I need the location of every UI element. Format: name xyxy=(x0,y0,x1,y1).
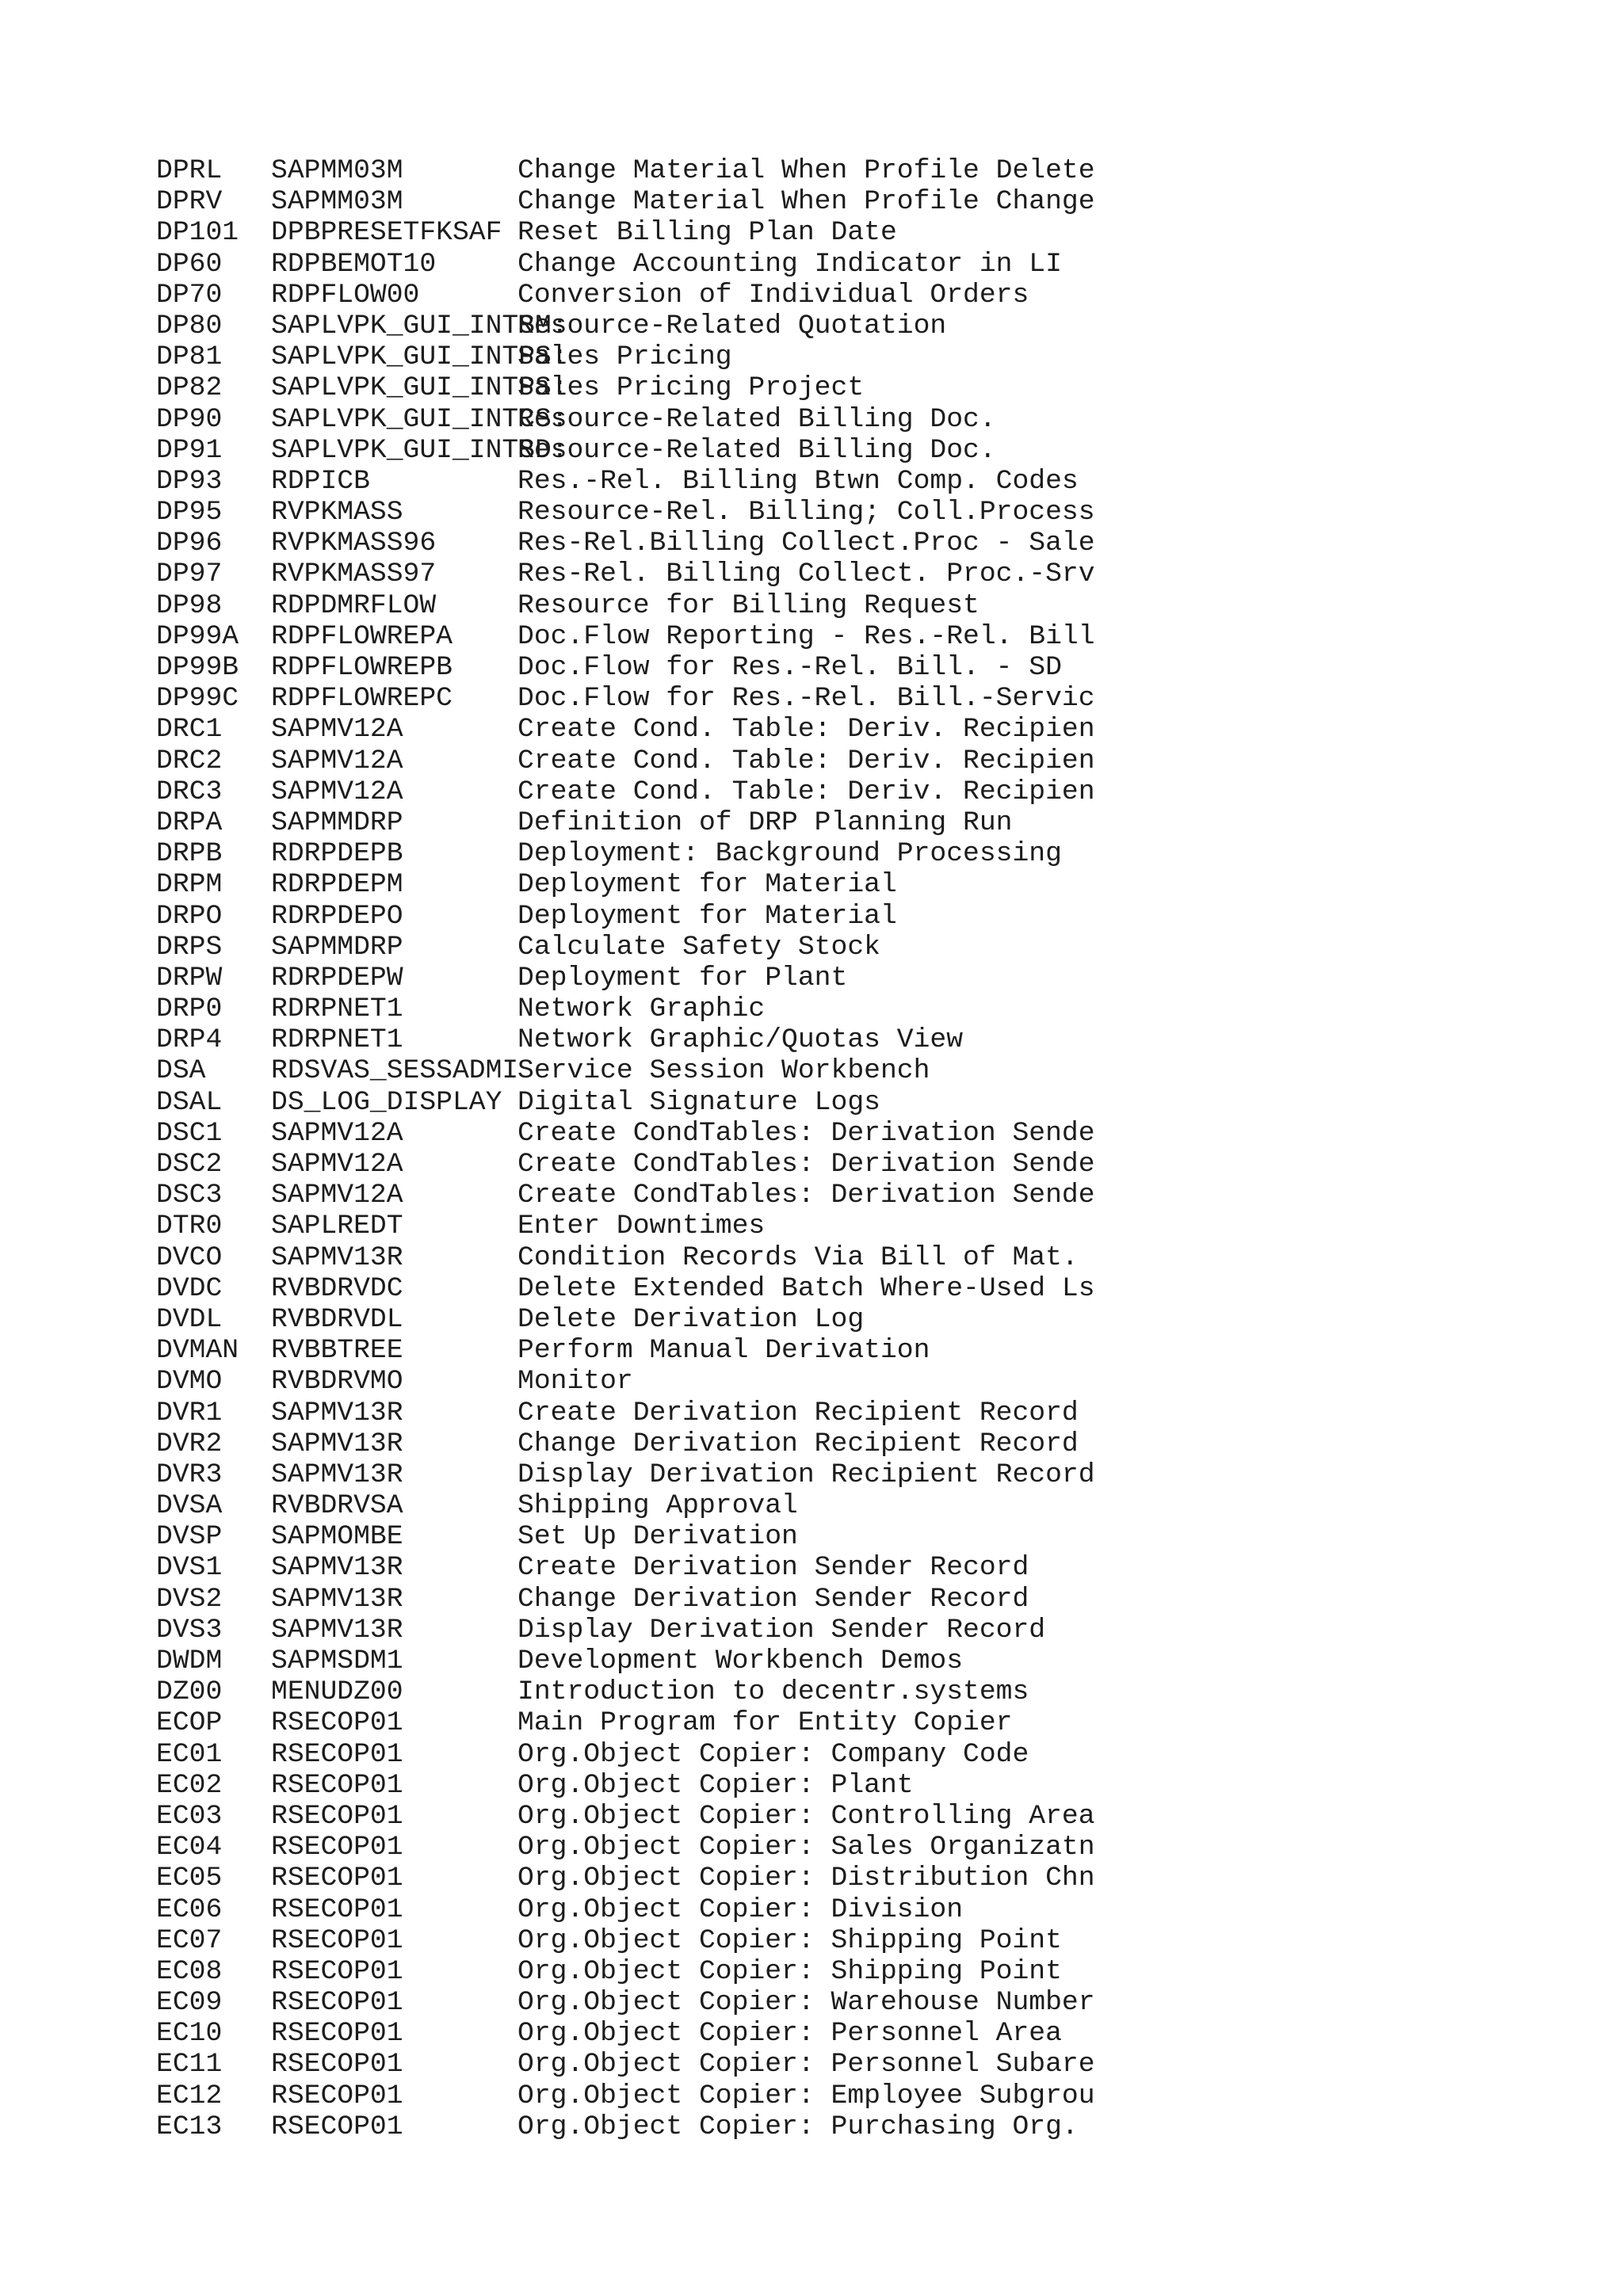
transaction-code: DP80 xyxy=(156,310,223,341)
description: Definition of DRP Planning Run xyxy=(517,807,1013,838)
listing-row xyxy=(156,1366,1583,1397)
program-name: RDSVAS_SESSADMI xyxy=(271,1055,519,1087)
program-name: RSECOP01 xyxy=(271,1955,403,1987)
transaction-code: DSAL xyxy=(156,1086,223,1118)
listing-row xyxy=(156,994,1583,1024)
program-name: RSECOP01 xyxy=(271,1707,403,1739)
description: Org.Object Copier: Company Code xyxy=(517,1738,1029,1770)
transaction-code: DVSA xyxy=(156,1490,223,1522)
transaction-code: DP101 xyxy=(156,217,239,249)
description: Resource-Related Billing Doc. xyxy=(517,434,996,466)
transaction-code: EC10 xyxy=(156,2018,223,2050)
description: Deployment for Material xyxy=(517,869,897,901)
transaction-code: DP98 xyxy=(156,589,223,621)
description: Delete Extended Batch Where-Used Ls xyxy=(517,1272,1095,1304)
description: Org.Object Copier: Division xyxy=(517,1894,964,1925)
listing-row xyxy=(156,404,1583,435)
transaction-code: DVCO xyxy=(156,1241,223,1273)
transaction-code: DVSP xyxy=(156,1521,223,1553)
program-name: SAPLREDT xyxy=(271,1211,403,1242)
description: Org.Object Copier: Plant xyxy=(517,1769,914,1801)
listing-row xyxy=(156,497,1583,528)
program-name: RDPFLOWREPA xyxy=(271,620,453,652)
transaction-code: DP99C xyxy=(156,683,239,715)
listing-row xyxy=(156,1242,1583,1273)
description: Org.Object Copier: Controlling Area xyxy=(517,1800,1095,1832)
program-name: RSECOP01 xyxy=(271,1800,403,1832)
description: Org.Object Copier: Personnel Subare xyxy=(517,2049,1095,2081)
program-name: SAPMMDRP xyxy=(271,807,403,838)
program-name: RVBDRVMO xyxy=(271,1366,403,1398)
listing-row xyxy=(156,2018,1583,2049)
description: Create Cond. Table: Deriv. Recipien xyxy=(517,714,1095,746)
program-name: SAPMV12A xyxy=(271,1117,403,1149)
transaction-code: DP99A xyxy=(156,620,239,652)
program-name: RVBDRVSA xyxy=(271,1490,403,1522)
program-name: RDRPDEPW xyxy=(271,962,403,994)
description: Res.-Rel. Billing Btwn Comp. Codes xyxy=(517,465,1079,497)
program-name: RDPICB xyxy=(271,465,370,497)
description: Shipping Approval xyxy=(517,1490,798,1522)
program-name: SAPMV12A xyxy=(271,776,403,807)
description: Deployment for Material xyxy=(517,900,897,932)
description: Digital Signature Logs xyxy=(517,1086,880,1118)
listing-row xyxy=(156,838,1583,869)
description: Display Derivation Sender Record xyxy=(517,1614,1046,1646)
transaction-code: DRPS xyxy=(156,931,223,963)
description: Display Derivation Recipient Record xyxy=(517,1459,1095,1490)
transaction-code: DSA xyxy=(156,1055,206,1087)
description: Calculate Safety Stock xyxy=(517,931,880,963)
transaction-code: DRPA xyxy=(156,807,223,838)
transaction-code: DVMAN xyxy=(156,1335,239,1367)
program-name: SAPMV13R xyxy=(271,1397,403,1428)
program-name: SAPMV13R xyxy=(271,1428,403,1459)
listing-row xyxy=(156,1149,1583,1180)
transaction-code: DPRV xyxy=(156,186,223,218)
description: Perform Manual Derivation xyxy=(517,1335,930,1367)
listing-row xyxy=(156,1894,1583,1925)
listing-row xyxy=(156,1676,1583,1707)
program-name: DPBPRESETFKSAF xyxy=(271,217,502,249)
description: Create CondTables: Derivation Sende xyxy=(517,1117,1095,1149)
program-name: RDPFLOWREPB xyxy=(271,652,453,683)
transaction-code: EC06 xyxy=(156,1894,223,1925)
listing-row xyxy=(156,1118,1583,1149)
transaction-code: DP99B xyxy=(156,652,239,683)
transaction-code: DP82 xyxy=(156,372,223,404)
transaction-code: DP70 xyxy=(156,279,223,311)
program-name: RDPFLOWREPC xyxy=(271,683,453,715)
listing-row xyxy=(156,1584,1583,1615)
transaction-code: DP93 xyxy=(156,465,223,497)
listing-row xyxy=(156,1398,1583,1428)
transaction-code: DSC2 xyxy=(156,1149,223,1180)
transaction-code: EC07 xyxy=(156,1924,223,1956)
description: Set Up Derivation xyxy=(517,1521,798,1553)
program-name: RSECOP01 xyxy=(271,1894,403,1925)
program-name: RDRPNET1 xyxy=(271,994,403,1025)
listing-row xyxy=(156,1707,1583,1738)
program-name: RSECOP01 xyxy=(271,1832,403,1863)
description: Org.Object Copier: Distribution Chn xyxy=(517,1863,1095,1894)
transaction-code: DVDC xyxy=(156,1272,223,1304)
description: Resource for Billing Request xyxy=(517,589,980,621)
description: Change Derivation Recipient Record xyxy=(517,1428,1079,1459)
transaction-code: DVR1 xyxy=(156,1397,223,1428)
listing-row xyxy=(156,1521,1583,1552)
program-name: SAPMV13R xyxy=(271,1614,403,1646)
program-name: SAPMV12A xyxy=(271,714,403,746)
listing-row xyxy=(156,1646,1583,1676)
description: Resource-Related Quotation xyxy=(517,310,947,341)
listing-row xyxy=(156,746,1583,776)
transaction-code: DPRL xyxy=(156,155,223,186)
listing-row xyxy=(156,1055,1583,1086)
description: Delete Derivation Log xyxy=(517,1303,865,1335)
description: Conversion of Individual Orders xyxy=(517,279,1029,311)
program-name: SAPMV13R xyxy=(271,1552,403,1584)
program-name: SAPMMDRP xyxy=(271,931,403,963)
description: Doc.Flow for Res.-Rel. Bill.-Servic xyxy=(517,683,1095,715)
transaction-code: DWDM xyxy=(156,1646,223,1676)
listing-row xyxy=(156,1459,1583,1490)
transaction-code: DZ00 xyxy=(156,1676,223,1708)
listing-row xyxy=(156,466,1583,497)
program-name: RSECOP01 xyxy=(271,2111,403,2142)
transaction-code: DVS1 xyxy=(156,1552,223,1584)
program-name: RVBDRVDL xyxy=(271,1303,403,1335)
transaction-code: DRP4 xyxy=(156,1024,223,1056)
listing-row xyxy=(156,249,1583,280)
transaction-code: DP95 xyxy=(156,497,223,528)
description: Deployment: Background Processing xyxy=(517,838,1062,870)
transaction-code: DVR2 xyxy=(156,1428,223,1459)
transaction-code: DRP0 xyxy=(156,994,223,1025)
listing-row xyxy=(156,1180,1583,1211)
description: Deployment for Plant xyxy=(517,962,848,994)
description: Network Graphic/Quotas View xyxy=(517,1024,964,1056)
listing-row xyxy=(156,590,1583,621)
description: Reset Billing Plan Date xyxy=(517,217,897,249)
listing-row xyxy=(156,1304,1583,1335)
transaction-code: DRPO xyxy=(156,900,223,932)
program-name: SAPMV13R xyxy=(271,1459,403,1490)
description: Resource-Related Billing Doc. xyxy=(517,403,996,435)
program-name: RDRPDEPB xyxy=(271,838,403,870)
transaction-code: DRPB xyxy=(156,838,223,870)
transaction-code: DP96 xyxy=(156,528,223,559)
listing-row xyxy=(156,1615,1583,1646)
listing-row xyxy=(156,869,1583,900)
listing-row xyxy=(156,683,1583,714)
program-name: RSECOP01 xyxy=(271,2049,403,2081)
program-name: DS_LOG_DISPLAY xyxy=(271,1086,502,1118)
program-name: SAPMV12A xyxy=(271,1149,403,1180)
program-name: RDRPDEPO xyxy=(271,900,403,932)
program-name: RVPKMASS96 xyxy=(271,528,437,559)
transaction-code: DP91 xyxy=(156,434,223,466)
program-name: RVBDRVDC xyxy=(271,1272,403,1304)
transaction-code: DVS3 xyxy=(156,1614,223,1646)
program-name: RDPFLOW00 xyxy=(271,279,420,311)
description: Change Accounting Indicator in LI xyxy=(517,248,1062,280)
listing-row xyxy=(156,714,1583,745)
transaction-code: DP60 xyxy=(156,248,223,280)
program-name: MENUDZ00 xyxy=(271,1676,403,1708)
listing-row xyxy=(156,1024,1583,1055)
description: Org.Object Copier: Sales Organizatn xyxy=(517,1832,1095,1863)
listing-row xyxy=(156,901,1583,932)
listing-row xyxy=(156,807,1583,838)
listing-row xyxy=(156,1335,1583,1366)
listing-row xyxy=(156,559,1583,589)
description: Org.Object Copier: Shipping Point xyxy=(517,1955,1062,1987)
transaction-code: DVDL xyxy=(156,1303,223,1335)
description: Res-Rel.Billing Collect.Proc - Sale xyxy=(517,528,1095,559)
listing-row xyxy=(156,155,1583,186)
program-name: RSECOP01 xyxy=(271,1924,403,1956)
description: Org.Object Copier: Shipping Point xyxy=(517,1924,1062,1956)
program-name: RSECOP01 xyxy=(271,2018,403,2050)
program-name: SAPLVPK_GUI_INTPS: xyxy=(271,372,568,404)
listing-row xyxy=(156,1801,1583,1832)
listing-row xyxy=(156,1925,1583,1956)
transaction-code: EC02 xyxy=(156,1769,223,1801)
description: Change Material When Profile Delete xyxy=(517,155,1095,186)
description: Org.Object Copier: Employee Subgrou xyxy=(517,2080,1095,2111)
listing-row xyxy=(156,1087,1583,1118)
description: Create Derivation Recipient Record xyxy=(517,1397,1079,1428)
transaction-code: DRC2 xyxy=(156,745,223,776)
description: Create CondTables: Derivation Sende xyxy=(517,1180,1095,1211)
description: Resource-Rel. Billing; Coll.Process xyxy=(517,497,1095,528)
program-name: SAPLVPK_GUI_INTSM: xyxy=(271,310,568,341)
description: Doc.Flow for Res.-Rel. Bill. - SD xyxy=(517,652,1062,683)
description: Service Session Workbench xyxy=(517,1055,930,1087)
listing-row xyxy=(156,963,1583,994)
listing-row xyxy=(156,2081,1583,2111)
listing-row xyxy=(156,435,1583,466)
transaction-code: DSC1 xyxy=(156,1117,223,1149)
transaction-code: EC03 xyxy=(156,1800,223,1832)
transaction-code: EC08 xyxy=(156,1955,223,1987)
program-name: SAPMV12A xyxy=(271,745,403,776)
listing-row xyxy=(156,932,1583,963)
listing-row xyxy=(156,1273,1583,1304)
description: Org.Object Copier: Purchasing Org. xyxy=(517,2111,1079,2142)
program-name: SAPMV13R xyxy=(271,1583,403,1615)
description: Create Cond. Table: Deriv. Recipien xyxy=(517,776,1095,807)
transaction-code: DRC1 xyxy=(156,714,223,746)
description: Doc.Flow Reporting - Res.-Rel. Bill xyxy=(517,620,1095,652)
listing-row xyxy=(156,280,1583,311)
transaction-code: DTR0 xyxy=(156,1211,223,1242)
description: Create Cond. Table: Deriv. Recipien xyxy=(517,745,1095,776)
listing-row xyxy=(156,1490,1583,1521)
program-name: RVBBTREE xyxy=(271,1335,403,1367)
listing-row xyxy=(156,1428,1583,1459)
listing-row xyxy=(156,1832,1583,1863)
description: Introduction to decentr.systems xyxy=(517,1676,1029,1708)
transaction-code: DP81 xyxy=(156,341,223,373)
listing-row xyxy=(156,1863,1583,1894)
description: Org.Object Copier: Warehouse Number xyxy=(517,1987,1095,2019)
listing-row xyxy=(156,186,1583,217)
listing-row xyxy=(156,621,1583,652)
description: Network Graphic xyxy=(517,994,766,1025)
description: Create Derivation Sender Record xyxy=(517,1552,1029,1584)
program-name: RDRPDEPM xyxy=(271,869,403,901)
listing-row xyxy=(156,311,1583,341)
listing-row xyxy=(156,1739,1583,1770)
transaction-code: DSC3 xyxy=(156,1180,223,1211)
transaction-code: EC11 xyxy=(156,2049,223,2081)
transaction-code: DRPW xyxy=(156,962,223,994)
program-name: SAPMM03M xyxy=(271,186,403,218)
listing-row xyxy=(156,528,1583,559)
program-name: SAPMV12A xyxy=(271,1180,403,1211)
description: Change Derivation Sender Record xyxy=(517,1583,1029,1615)
description: Condition Records Via Bill of Mat. xyxy=(517,1241,1079,1273)
transaction-code: EC01 xyxy=(156,1738,223,1770)
listing-row xyxy=(156,652,1583,683)
listing-row xyxy=(156,1552,1583,1583)
listing-row xyxy=(156,776,1583,807)
description: Create CondTables: Derivation Sende xyxy=(517,1149,1095,1180)
transaction-code: DP97 xyxy=(156,559,223,590)
description: Main Program for Entity Copier xyxy=(517,1707,1013,1739)
program-name: SAPMSDM1 xyxy=(271,1646,403,1676)
transaction-code: EC12 xyxy=(156,2080,223,2111)
description: Development Workbench Demos xyxy=(517,1646,964,1676)
listing-row xyxy=(156,341,1583,372)
program-name: SAPMM03M xyxy=(271,155,403,186)
transaction-code: DRPM xyxy=(156,869,223,901)
listing-row xyxy=(156,217,1583,248)
description: Org.Object Copier: Personnel Area xyxy=(517,2018,1062,2050)
transaction-code: DVR3 xyxy=(156,1459,223,1490)
program-name: SAPLVPK_GUI_INTSD: xyxy=(271,434,568,466)
program-name: RVPKMASS97 xyxy=(271,559,437,590)
transaction-code-listing xyxy=(156,155,1583,2142)
transaction-code: EC05 xyxy=(156,1863,223,1894)
transaction-code: EC13 xyxy=(156,2111,223,2142)
transaction-code: ECOP xyxy=(156,1707,223,1739)
description: Sales Pricing xyxy=(517,341,732,373)
transaction-code: EC04 xyxy=(156,1832,223,1863)
transaction-code: DVMO xyxy=(156,1366,223,1398)
listing-row xyxy=(156,2111,1583,2142)
description: Res-Rel. Billing Collect. Proc.-Srv xyxy=(517,559,1095,590)
description: Enter Downtimes xyxy=(517,1211,766,1242)
program-name: RSECOP01 xyxy=(271,1987,403,2019)
listing-row xyxy=(156,2049,1583,2080)
listing-row xyxy=(156,1770,1583,1801)
listing-row xyxy=(156,1987,1583,2018)
listing-row xyxy=(156,1211,1583,1241)
description: Change Material When Profile Change xyxy=(517,186,1095,218)
program-name: SAPMV13R xyxy=(271,1241,403,1273)
listing-row xyxy=(156,1956,1583,1987)
program-name: RVPKMASS xyxy=(271,497,403,528)
program-name: SAPMOMBE xyxy=(271,1521,403,1553)
description: Sales Pricing Project xyxy=(517,372,865,404)
description: Monitor xyxy=(517,1366,633,1398)
listing-row xyxy=(156,372,1583,403)
program-name: RSECOP01 xyxy=(271,1769,403,1801)
program-name: RDPDMRFLOW xyxy=(271,589,437,621)
transaction-code: DVS2 xyxy=(156,1583,223,1615)
transaction-code: EC09 xyxy=(156,1987,223,2019)
program-name: RSECOP01 xyxy=(271,1863,403,1894)
program-name: SAPLVPK_GUI_INTCS: xyxy=(271,403,568,435)
program-name: RSECOP01 xyxy=(271,1738,403,1770)
program-name: RDRPNET1 xyxy=(271,1024,403,1056)
transaction-code: DP90 xyxy=(156,403,223,435)
program-name: SAPLVPK_GUI_INTPS: xyxy=(271,341,568,373)
program-name: RSECOP01 xyxy=(271,2080,403,2111)
program-name: RDPBEMOT10 xyxy=(271,248,437,280)
transaction-code: DRC3 xyxy=(156,776,223,807)
